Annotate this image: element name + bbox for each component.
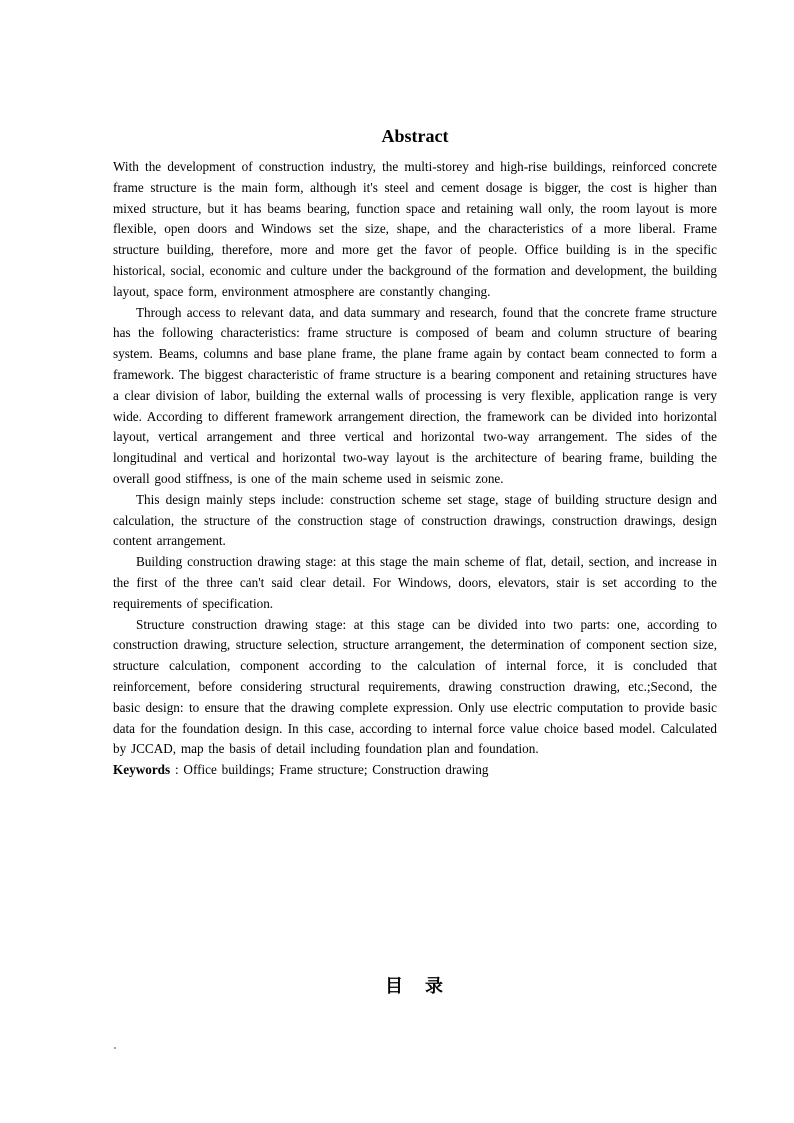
abstract-paragraph-4: Building construction drawing stage: at this stage the main scheme of flat, detail, section, and increase in the first of the three can't said clear detail. For Windows, doors, elevators, stair is set according to the requirements of specification.: [113, 554, 717, 611]
keywords-label: Keywords: [113, 762, 171, 778]
page-dot-mark: [114, 1047, 116, 1049]
keywords-line: [113, 760, 717, 781]
abstract-paragraph-3: This design mainly steps include: construction scheme set stage, stage of building structure design and calculation, the structure of the construction stage of construction drawings, construction drawings, design content arrangement.: [113, 491, 717, 549]
abstract-title: Abstract: [381, 126, 449, 146]
abstract-paragraph-2: Through access to relevant data, and data summary and research, found that the concrete frame structure has the following characteristics: frame structure is composed of beam and column structure of bearing system. Beams, columns and base plane frame, the plane frame again by contact beam connected to form a framework. The biggest characteristic of frame structure is a bearing component and retaining structures have a clear division of labor, building the external walls of processing is very flexible, application range is very wide. According to different framework arrangement direction, the framework can be divided into horizontal layout, vertical arrangement and three vertical and horizontal two-way arrangement. The sides of the longitudinal and vertical and horizontal two-way layout is the architecture of bearing frame, building the overall good stiffness, is one of the main scheme used in seismic zone.: [113, 304, 717, 486]
keywords-separator: :: [170, 762, 184, 778]
abstract-paragraph-1: With the development of construction industry, the multi-storey and high-rise buildings, reinforced concrete frame structure is the main form, although it's steel and cement dosage is bigger, the cost is higher than mixed structure, but it has beams bearing, function space and retaining wall only, the room layout is more flexible, open doors and Windows set the size, shape, and the characteristics of a more liberal. Frame structure building, therefore, more and more get the favor of people. Office building is in the specific historical, social, economic and culture under the background of the formation and development, the building layout, space form, environment atmosphere are constantly changing.: [113, 159, 717, 299]
abstract-paragraph-5: Structure construction drawing stage: at this stage can be divided into two parts: one, according to construction drawing, structure selection, structure arrangement, the determination of component section size, structure calculation, component according to the calculation of internal force, it is concluded that reinforcement, before considering structural requirements, drawing construction drawing, etc.;Second, the basic design: to ensure that the drawing complete expression. Only use electric computation to provide basic data for the foundation design. In this case, according to internal force value choice based model. Calculated by JCCAD, map the basis of detail including foundation plan and foundation.: [113, 616, 717, 757]
abstract-body: [113, 157, 717, 781]
keywords-value: Office buildings; Frame structure; Construction drawing: [183, 762, 489, 778]
toc-title: 目 录: [385, 976, 445, 997]
